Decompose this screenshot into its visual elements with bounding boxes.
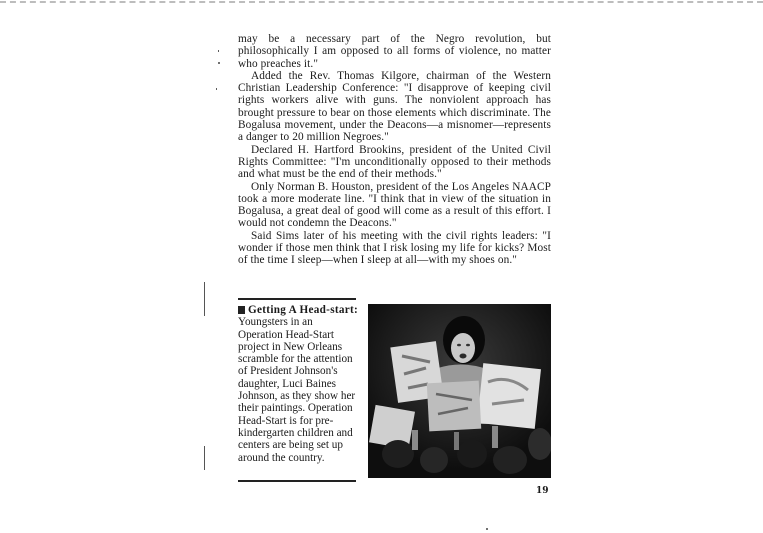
margin-mark-lower <box>204 446 205 470</box>
article-paragraph: may be a necessary part of the Negro revolution, but philosophically I am opposed to all forms of violence, no matter who preaches it." <box>238 33 551 70</box>
caption-top-rule <box>238 298 356 300</box>
article-paragraph: Added the Rev. Thomas Kilgore, chairman of the Western Christian Leadership Conference: "I disapprove of keeping civil rights workers alive with guns. The nonviolent approach has brought pressure to bear on those elements which discriminate. The Bogalusa movement, under the Deacons—a misnomer—represents a danger to 20 million Negroes." <box>238 69 551 144</box>
caption-bottom-rule <box>238 480 356 482</box>
caption-bullet-icon <box>238 306 245 314</box>
article-paragraph: Only Norman B. Houston, president of the Los Angeles NAACP took a more moderate line. "I think that in view of the situation in Bogalusa, a great deal of good will come as a result of this effort. I would not condemn the Deacons." <box>238 180 551 230</box>
caption-body: Youngsters in an Operation Head-Start project in New Orleans scramble for the attention of President Johnson's daughter, Luci Baines Johnson, as they show her their paintings. Operation Head-Start is for pre-kindergarten children and centers are being set up around the country. <box>238 316 356 464</box>
article-paragraph: Declared H. Hartford Brookins, president of the United Civil Rights Committee: "I'm unconditionally opposed to their methods and what must be the end of their methods." <box>238 143 551 181</box>
caption-headline: Getting A Head-start: <box>248 304 359 316</box>
article-body <box>238 33 551 267</box>
page-number: 19 <box>536 486 549 496</box>
photo-illustration <box>368 304 551 478</box>
article-paragraph: Said Sims later of his meeting with the civil rights leaders: "I wonder if those men think that I risk losing my life for kicks? Most of the time I sleep—when I sleep at all—with my shoes on." <box>238 229 551 267</box>
margin-mark-upper <box>204 282 205 316</box>
scan-top-border <box>0 1 763 3</box>
headstart-photo <box>368 304 551 478</box>
photo-caption <box>238 304 359 464</box>
